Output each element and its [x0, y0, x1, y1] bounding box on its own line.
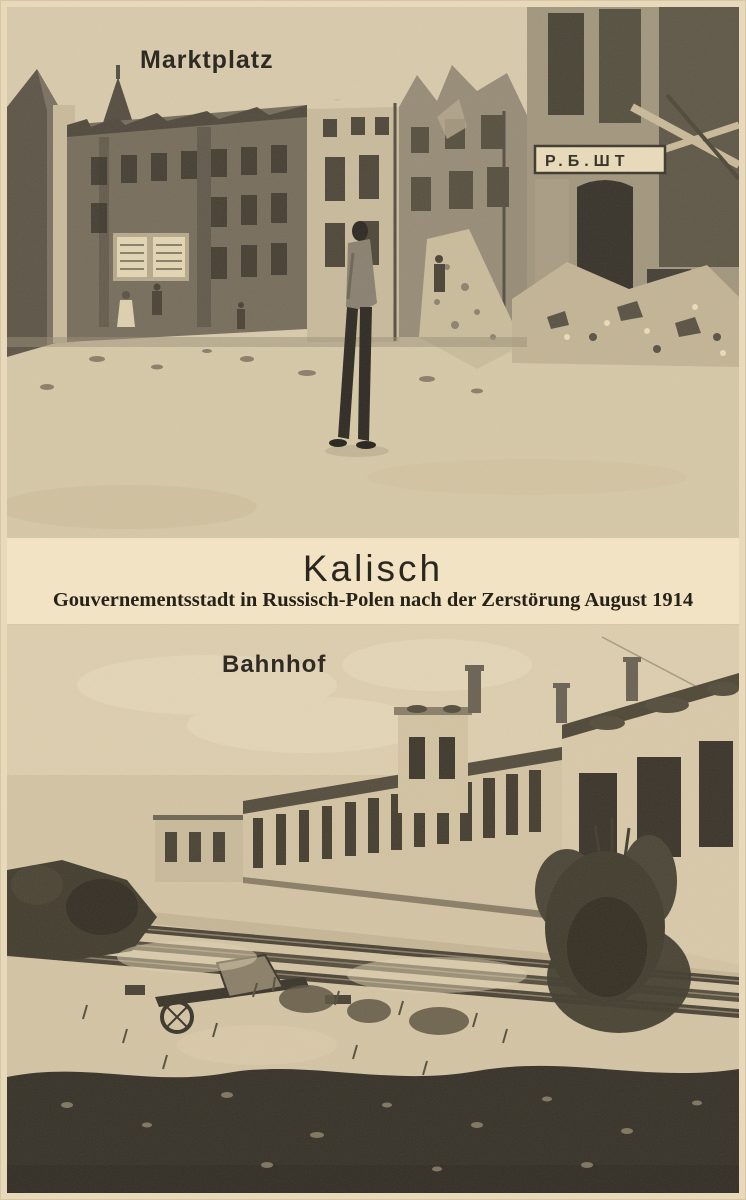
postcard-title: Kalisch — [302, 547, 444, 589]
grain-overlay — [7, 7, 739, 537]
station-scene — [7, 625, 739, 1193]
title-band — [7, 537, 739, 625]
bottom-photo — [7, 625, 739, 1193]
top-photo — [7, 7, 739, 537]
postcard-subtitle: Gouvernementsstadt in Russisch-Polen nach der Zerstörung August 1914 — [52, 588, 694, 611]
bahnhof-label: Bahnhof — [222, 651, 327, 678]
top-photo-scene — [7, 7, 739, 537]
marktplatz-label: Marktplatz — [140, 46, 274, 74]
grain-overlay — [7, 625, 739, 1193]
